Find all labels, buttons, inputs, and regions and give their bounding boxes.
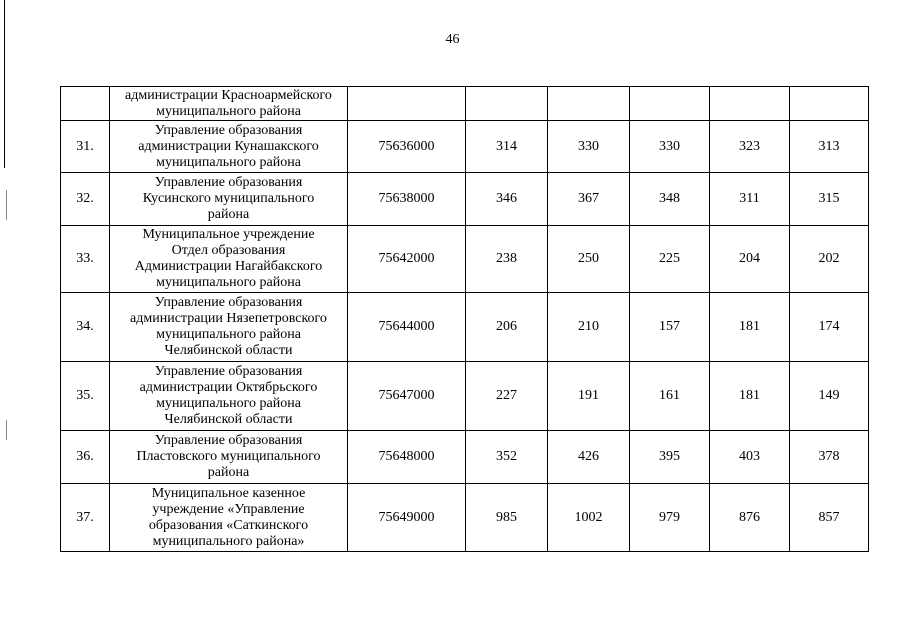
organization-name	[110, 484, 348, 552]
oktmo-code	[348, 87, 466, 121]
organization-name-line: учреждение «Управление	[152, 501, 305, 517]
value-cell-v2: 367	[548, 173, 630, 226]
value-cell-v3: 348	[630, 173, 710, 226]
value-cell-v5: 378	[790, 431, 869, 484]
row-number: 37.	[61, 484, 110, 552]
value-cell-v2: 1002	[548, 484, 630, 552]
oktmo-code: 75649000	[348, 484, 466, 552]
value-cell-v3: 330	[630, 121, 710, 173]
organization-name-line: администрации Нязепетровского	[130, 311, 327, 326]
oktmo-code: 75642000	[348, 226, 466, 293]
organization-name	[110, 121, 348, 173]
organization-name	[110, 226, 348, 293]
value-cell-v4: 181	[710, 362, 790, 431]
organization-name-line: Отдел образования	[171, 243, 286, 258]
organization-name-line: Управление образования	[154, 175, 303, 190]
oktmo-code: 75648000	[348, 431, 466, 484]
value-cell-v1: 314	[466, 121, 548, 173]
value-cell-v4: 323	[710, 121, 790, 173]
value-cell-v1	[466, 87, 548, 121]
organization-name-line: Управление образования	[154, 364, 303, 379]
organization-name-line: администрации Кунашакского	[138, 138, 319, 154]
organization-name-line: муниципального района	[156, 103, 301, 119]
table-body	[61, 87, 869, 552]
value-cell-v3	[630, 87, 710, 121]
row-number: 31.	[61, 121, 110, 173]
value-cell-v3: 979	[630, 484, 710, 552]
value-cell-v5: 149	[790, 362, 869, 431]
organization-name-line: района	[207, 207, 250, 222]
organization-name-line: Муниципальное казенное	[151, 485, 306, 501]
organization-name-line: Управление образования	[154, 295, 303, 310]
value-cell-v5: 202	[790, 226, 869, 293]
value-cell-v4: 204	[710, 226, 790, 293]
value-cell-v2: 330	[548, 121, 630, 173]
page-number: 46	[445, 32, 460, 47]
organization-name-line: Муниципальное учреждение	[142, 227, 315, 242]
row-number: 36.	[61, 431, 110, 484]
organization-name-line: муниципального района»	[152, 533, 305, 549]
value-cell-v4	[710, 87, 790, 121]
table-row	[61, 173, 869, 226]
oktmo-code: 75638000	[348, 173, 466, 226]
organization-name-line: образования «Саткинского	[148, 517, 309, 533]
organization-name-line: Администрации Нагайбакского	[134, 259, 323, 274]
oktmo-code: 75644000	[348, 293, 466, 362]
value-cell-v2: 426	[548, 431, 630, 484]
organization-name-line: Управление образования	[154, 433, 303, 448]
scan-artifact	[6, 420, 7, 440]
organization-name-line: района	[207, 465, 250, 480]
organization-name-line: Челябинской области	[164, 343, 293, 358]
value-cell-v2: 191	[548, 362, 630, 431]
value-cell-v5	[790, 87, 869, 121]
row-number: 34.	[61, 293, 110, 362]
value-cell-v1: 206	[466, 293, 548, 362]
organization-name	[110, 87, 348, 121]
row-number	[61, 87, 110, 121]
value-cell-v5: 313	[790, 121, 869, 173]
table-row	[61, 226, 869, 293]
value-cell-v2: 250	[548, 226, 630, 293]
value-cell-v3: 161	[630, 362, 710, 431]
organization-name-line: Управление образования	[154, 122, 303, 138]
scan-artifact	[6, 190, 7, 220]
value-cell-v1: 985	[466, 484, 548, 552]
value-cell-v4: 876	[710, 484, 790, 552]
value-cell-v5: 857	[790, 484, 869, 552]
value-cell-v1: 352	[466, 431, 548, 484]
oktmo-code: 75647000	[348, 362, 466, 431]
table-row	[61, 87, 869, 121]
organization-name-line: администрации Октябрьского	[139, 380, 318, 395]
table-row	[61, 431, 869, 484]
organization-name-line: Челябинской области	[164, 412, 293, 427]
organization-name-line: муниципального района	[156, 396, 301, 411]
table-row	[61, 362, 869, 431]
value-cell-v1: 227	[466, 362, 548, 431]
value-cell-v4: 403	[710, 431, 790, 484]
value-cell-v3: 395	[630, 431, 710, 484]
table-row	[61, 293, 869, 362]
value-cell-v5: 174	[790, 293, 869, 362]
value-cell-v1: 346	[466, 173, 548, 226]
value-cell-v4: 181	[710, 293, 790, 362]
page-edge-line	[4, 0, 5, 168]
value-cell-v3: 225	[630, 226, 710, 293]
oktmo-code: 75636000	[348, 121, 466, 173]
organization-name	[110, 431, 348, 484]
organization-name	[110, 173, 348, 226]
organization-name-line: Пластовского муниципального	[136, 449, 321, 464]
value-cell-v3: 157	[630, 293, 710, 362]
value-cell-v2	[548, 87, 630, 121]
value-cell-v2: 210	[548, 293, 630, 362]
row-number: 35.	[61, 362, 110, 431]
organization-name-line: администрации Красноармейского	[125, 87, 332, 103]
organization-name-line: муниципального района	[156, 275, 301, 290]
value-cell-v4: 311	[710, 173, 790, 226]
data-table	[60, 86, 869, 552]
organization-name-line: муниципального района	[156, 327, 301, 342]
table-row	[61, 121, 869, 173]
organization-name-line: муниципального района	[156, 154, 301, 170]
organization-name	[110, 293, 348, 362]
row-number: 32.	[61, 173, 110, 226]
organization-name	[110, 362, 348, 431]
value-cell-v5: 315	[790, 173, 869, 226]
value-cell-v1: 238	[466, 226, 548, 293]
organization-name-line: Кусинского муниципального	[142, 191, 315, 206]
row-number: 33.	[61, 226, 110, 293]
table-row	[61, 484, 869, 552]
